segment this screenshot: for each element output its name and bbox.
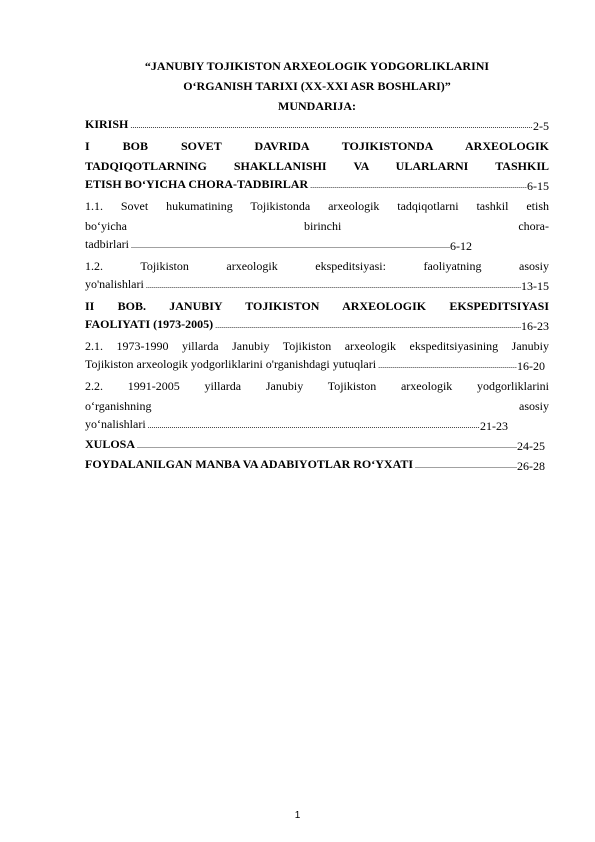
toc-page-number: 2-5 xyxy=(533,119,549,133)
toc-entry-label: FOYDALANILGAN MANBA VA ADABIYOTLAR RO‘YXATI ..... xyxy=(85,454,517,476)
toc-page-number: 24-25 xyxy=(517,439,545,453)
toc-entry-label: KIRISH ..... xyxy=(85,114,533,136)
toc-entry-kirish xyxy=(85,116,549,136)
toc-section-2-2 xyxy=(85,416,508,436)
toc-entry-label: Tojikiston arxeologik yodgorliklarini o'rganishdagi yutuqlari ..... xyxy=(85,354,517,376)
table-of-contents xyxy=(85,56,549,476)
toc-section-2-1 xyxy=(85,356,545,376)
toc-chapter-1 xyxy=(85,176,549,196)
toc-page-number: 6-15 xyxy=(527,179,549,193)
toc-chapter-2-line-1: II BOB. JANUBIY TOJIKISTON ARXEOLOGIK EKSPEDITSIYASI xyxy=(85,299,549,313)
page-number: 1 xyxy=(294,810,301,821)
toc-chapter-1-line-1: I BOB SOVET DAVRIDA TOJIKISTONDA ARXEOLOGIK xyxy=(85,139,549,153)
toc-entry-label: XULOSA ..... xyxy=(85,434,517,456)
toc-section-1-2-line-1: 1.2. Tojikiston arxeologik ekspeditsiyasi: faoliyatning asosiy xyxy=(85,259,549,273)
document-title-line-2: O‘RGANISH TARIXI (XX-XXI ASR BOSHLARI)” xyxy=(183,79,451,93)
toc-section-2-1-line-1: 2.1. 1973-1990 yillarda Janubiy Tojikiston arxeologik ekspeditsiyasining Janubiy xyxy=(85,339,549,353)
toc-page-number: 13-15 xyxy=(521,279,549,293)
toc-page-number: 26-28 xyxy=(517,459,545,473)
toc-section-2-2-line-2: o‘rganishning asosiy xyxy=(85,399,549,413)
contents-heading: MUNDARIJA: xyxy=(278,99,356,113)
document-title-line-1: “JANUBIY TOJIKISTON ARXEOLOGIK YODGORLIKLARINI xyxy=(144,59,490,73)
toc-entry-label: yo‘nalishlari ..... xyxy=(85,414,480,436)
toc-entry-xulosa xyxy=(85,436,545,456)
toc-chapter-2 xyxy=(85,316,549,336)
toc-section-1-1 xyxy=(85,236,472,256)
toc-entry-label: yo'nalishlari ..... xyxy=(85,274,521,296)
toc-section-1-1-line-2: bo‘yicha birinchi chora- xyxy=(85,219,549,233)
toc-section-1-1-line-1: 1.1. Sovet hukumatining Tojikistonda arxeologik tadqiqotlarni tashkil etish xyxy=(85,199,549,213)
toc-entry-label: tadbirlari ..... xyxy=(85,234,450,256)
toc-entry-label: ETISH BO‘YICHA CHORA-TADBIRLAR ..... xyxy=(85,174,527,196)
toc-page-number: 16-23 xyxy=(521,319,549,333)
toc-page-number: 21-23 xyxy=(480,419,508,433)
toc-page-number: 16-20 xyxy=(517,359,545,373)
toc-entry-sources xyxy=(85,456,545,476)
toc-chapter-1-line-2: TADQIQOTLARNING SHAKLLANISHI VA ULARLARNI TASHKIL xyxy=(85,159,549,173)
toc-section-2-2-line-1: 2.2. 1991-2005 yillarda Janubiy Tojikiston arxeologik yodgorliklarini xyxy=(85,379,549,393)
toc-entry-label: FAOLIYATI (1973-2005) ..... xyxy=(85,314,521,336)
toc-section-1-2 xyxy=(85,276,549,296)
toc-page-number: 6-12 xyxy=(450,239,472,253)
